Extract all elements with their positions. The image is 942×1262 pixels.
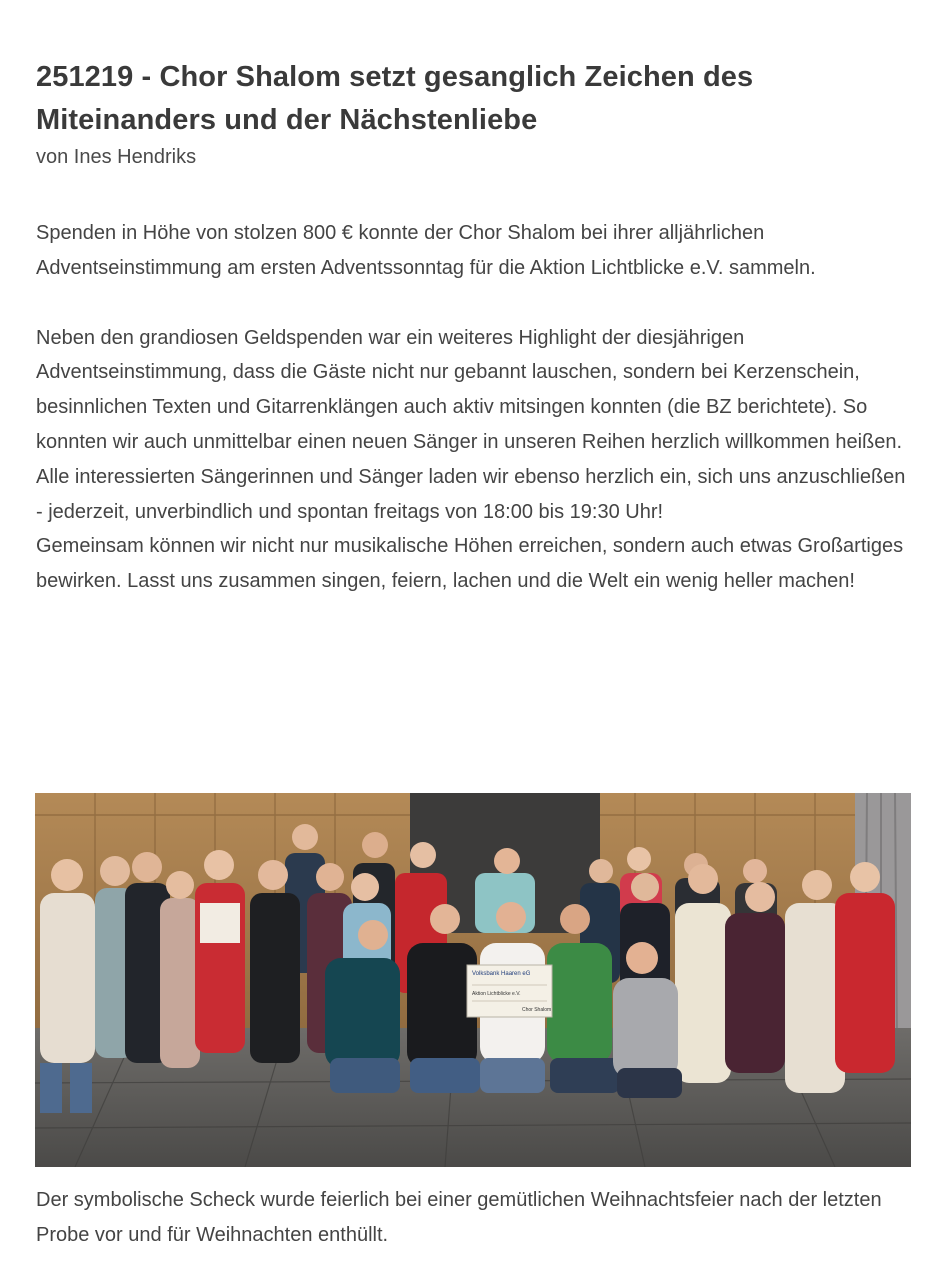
cheque-recipient: Aktion Lichtblicke e.V.: [472, 991, 521, 997]
cheque-sender: Chor Shalom: [522, 1007, 552, 1013]
article-byline: von Ines Hendriks: [36, 146, 197, 168]
donation-cheque: [467, 965, 552, 1017]
photo-caption: Der symbolische Scheck wurde feierlich bei einer gemütlichen Weihnachtsfeier nach der letzten Probe vor und für Weihnachten enthüllt.: [36, 1189, 882, 1246]
news-article: [36, 56, 911, 599]
group-photo-illustration: [35, 793, 911, 1167]
paragraph-line-together: Gemeinsam können wir nicht nur musikalische Höhen erreichen, sondern auch etwas Großartiges bewirken. Lasst uns zusammen singen, feiern, lachen und die Welt ein wenig heller machen!: [36, 535, 904, 593]
article-title: 251219 - Chor Shalom setzt gesanglich Zeichen des Miteinanders und der Nächstenliebe: [36, 61, 754, 136]
choir-group-photo[interactable]: [35, 793, 911, 1167]
paragraph-line-invitation: Alle interessierten Sängerinnen und Sänger laden wir ebenso herzlich ein, sich uns anzuschließen - jederzeit, unverbindlich und spontan freitags von 18:00 bis 19:30 Uhr!: [36, 465, 906, 523]
cheque-bank-name: Volksbank Haaren eG: [472, 971, 531, 977]
article-paragraph-donation: Spenden in Höhe von stolzen 800 € konnte der Chor Shalom bei ihrer alljährlichen Adventseinstimmung am ersten Adventssonntag für die Aktion Lichtblicke e.V. sammeln.: [36, 222, 816, 279]
paragraph-line-highlight: Neben den grandiosen Geldspenden war ein weiteres Highlight der diesjährigen Adventseinstimmung, dass die Gäste nicht nur gebannt lauschen, sondern bei Kerzenschein, besinnlichen Texten und Gitarrenklängen auch aktiv mitsingen konnten (die BZ berichtete). So konnten wir auch unmittelbar einen neuen Sänger in unseren Reihen herzlich willkommen heißen.: [36, 326, 903, 453]
article-paragraph-highlights: [36, 321, 911, 599]
